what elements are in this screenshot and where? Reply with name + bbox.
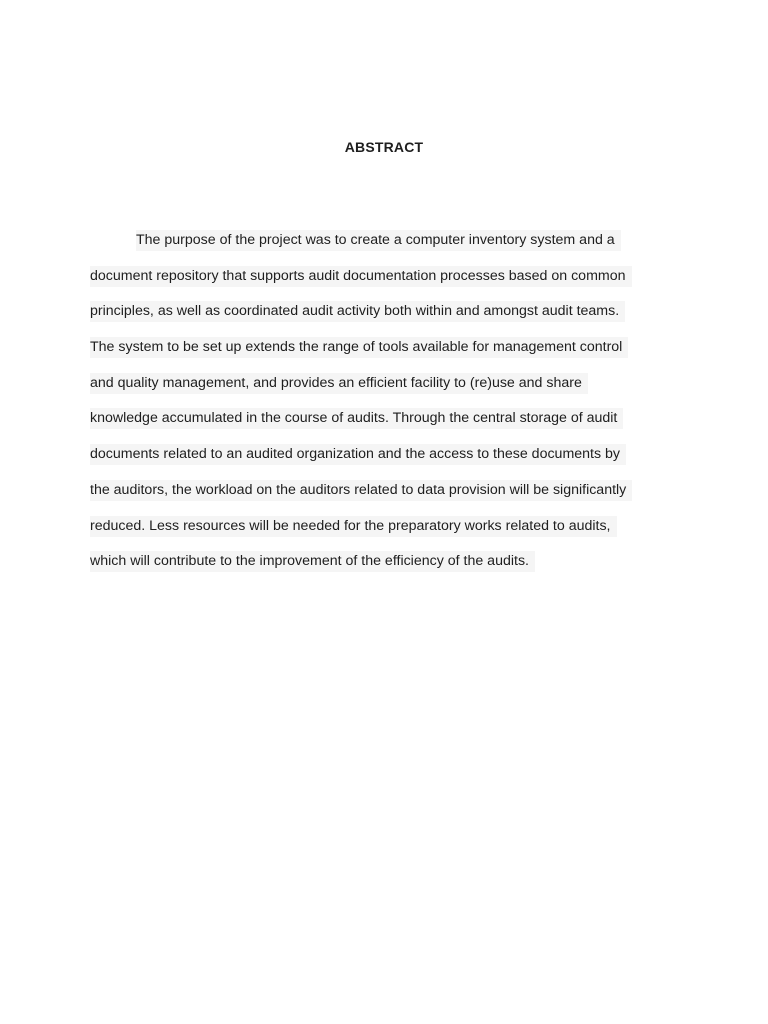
- text-line-content: The purpose of the project was to create a computer inventory system and a: [136, 230, 621, 251]
- text-line-content: and quality management, and provides an efficient facility to (re)use and share: [90, 373, 588, 394]
- text-line: [90, 480, 632, 516]
- text-line: [90, 373, 632, 409]
- text-line: [90, 230, 632, 266]
- document-title: ABSTRACT: [344, 139, 424, 155]
- text-line: [90, 301, 632, 337]
- abstract-paragraph: [90, 230, 632, 587]
- text-line-content: principles, as well as coordinated audit activity both within and amongst audit teams.: [90, 301, 625, 322]
- text-line-content: reduced. Less resources will be needed for the preparatory works related to audits,: [90, 516, 617, 537]
- text-line-content: documents related to an audited organization and the access to these documents by: [90, 444, 626, 465]
- text-line-content: the auditors, the workload on the auditors related to data provision will be significantly: [90, 480, 632, 501]
- text-line: [90, 444, 632, 480]
- text-line: [90, 408, 632, 444]
- text-line: [90, 551, 632, 587]
- text-line-content: document repository that supports audit documentation processes based on common: [90, 266, 632, 287]
- text-line-content: The system to be set up extends the range of tools available for management control: [90, 337, 628, 358]
- text-line-content: knowledge accumulated in the course of audits. Through the central storage of audit: [90, 408, 623, 429]
- text-line: [90, 516, 632, 552]
- text-line: [90, 266, 632, 302]
- text-line: [90, 337, 632, 373]
- text-line-content: which will contribute to the improvement of the efficiency of the audits.: [90, 551, 535, 572]
